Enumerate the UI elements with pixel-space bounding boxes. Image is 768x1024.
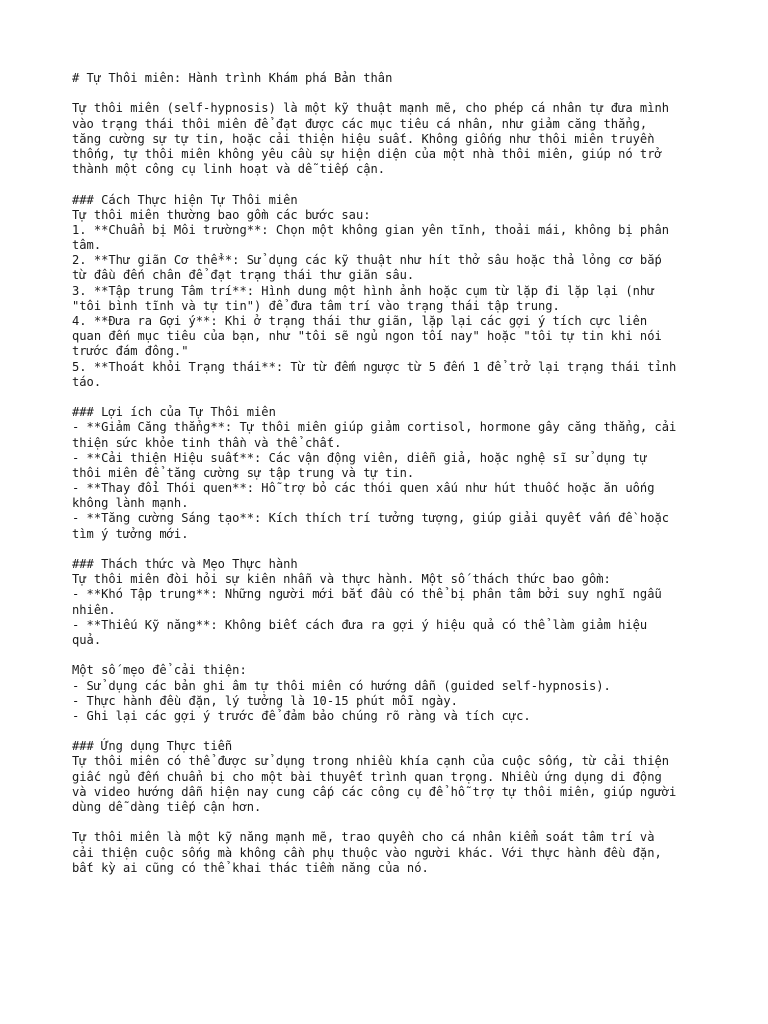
bullet-item: - Sử dụng các bản ghi âm tự thôi miên có hướng dẫn (guided self-hypnosis). <box>72 678 611 693</box>
text-line: vào trạng thái thôi miên để đạt được các mục tiêu cá nhân, như giảm căng thẳng, <box>72 116 648 131</box>
conclusion-paragraph <box>72 830 712 876</box>
text-line: cải thiện cuộc sống mà không cần phụ thuộc vào người khác. Với thực hành đều đặn, <box>72 845 662 860</box>
blank-line <box>72 542 712 557</box>
document-title: # Tự Thôi miên: Hành trình Khám phá Bản thân <box>72 71 393 85</box>
step-item: 3. **Tập trung Tâm trí**: Hình dung một hình ảnh hoặc cụm từ lặp đi lặp lại (như <box>72 283 655 298</box>
text-line: giấc ngủ đến chuẩn bị cho một bài thuyết trình quan trọng. Nhiều ứng dụng di động <box>72 769 662 784</box>
step-item: 1. **Chuẩn bị Môi trường**: Chọn một không gian yên tĩnh, thoải mái, không bị phân <box>72 222 670 237</box>
text-line: Tự thôi miên đòi hỏi sự kiên nhẫn và thực hành. Một số thách thức bao gồm: <box>72 572 611 587</box>
blank-line <box>72 648 712 663</box>
text-line: dùng dễ dàng tiếp cận hơn. <box>72 800 262 814</box>
blank-line <box>72 86 712 101</box>
document-body <box>72 71 712 876</box>
section-heading: ### Ứng dụng Thực tiễn <box>72 739 233 754</box>
section-benefits <box>72 405 712 542</box>
blank-line <box>72 815 712 830</box>
step-item: 2. **Thư giãn Cơ thể**: Sử dụng các kỹ thuật như hít thở sâu hoặc thả lỏng cơ bắp <box>72 253 662 268</box>
text-line: Tự thôi miên là một kỹ năng mạnh mẽ, trao quyền cho cá nhân kiểm soát tâm trí và <box>72 830 655 845</box>
bullet-item: - Ghi lại các gợi ý trước để đảm bảo chúng rõ ràng và tích cực. <box>72 708 531 723</box>
blank-line <box>72 390 712 405</box>
text-line: quả. <box>72 632 102 647</box>
text-line: thành một công cụ linh hoạt và dễ tiếp cận. <box>72 162 386 177</box>
text-line: không lành mạnh. <box>72 496 189 511</box>
text-line: thiện sức khỏe tinh thần và thể chất. <box>72 435 342 450</box>
section-how-to <box>72 193 712 390</box>
section-heading: ### Thách thức và Mẹo Thực hành <box>72 557 298 571</box>
bullet-item: - **Giảm Căng thẳng**: Tự thôi miên giúp giảm cortisol, hormone gây căng thẳng, cải <box>72 420 677 435</box>
text-line: Tự thôi miên có thể được sử dụng trong nhiều khía cạnh của cuộc sống, từ cải thiện <box>72 754 670 769</box>
blank-line <box>72 724 712 739</box>
section-heading: ### Lợi ích của Tự Thôi miên <box>72 405 276 420</box>
text-line: Một số mẹo để cải thiện: <box>72 663 247 678</box>
bullet-item: - **Thay đổi Thói quen**: Hỗ trợ bỏ các thói quen xấu như hút thuốc hoặc ăn uống <box>72 481 655 496</box>
text-line: táo. <box>72 374 102 389</box>
text-line: "tôi bình tĩnh và tự tin") để đưa tâm trí vào trạng thái tập trung. <box>72 298 560 313</box>
section-heading: ### Cách Thực hiện Tự Thôi miên <box>72 192 298 207</box>
text-line: tâm. <box>72 238 102 253</box>
bullet-item: - **Tăng cường Sáng tạo**: Kích thích trí tưởng tượng, giúp giải quyết vấn đề hoặc <box>72 511 670 526</box>
text-line: thống, tự thôi miên không yêu cầu sự hiện diện của một nhà thôi miên, giúp nó trở <box>72 146 662 161</box>
text-line: Tự thôi miên thường bao gồm các bước sau: <box>72 207 371 222</box>
text-line: từ đầu đến chân để đạt trạng thái thư giãn sâu. <box>72 268 415 283</box>
text-line: tìm ý tưởng mới. <box>72 526 189 541</box>
bullet-item: - Thực hành đều đặn, lý tưởng là 10-15 phút mỗi ngày. <box>72 693 458 708</box>
text-line: quan đến mục tiêu của bạn, như "tôi sẽ ngủ ngon tối nay" hoặc "tôi tự tin khi nói <box>72 329 662 344</box>
text-line: và video hướng dẫn hiện nay cung cấp các công cụ để hỗ trợ tự thôi miên, giúp người <box>72 784 677 799</box>
text-line: trước đám đông." <box>72 344 189 359</box>
bullet-item: - **Khó Tập trung**: Những người mới bắt đầu có thể bị phân tâm bởi suy nghĩ ngẫu <box>72 587 662 602</box>
bullet-item: - **Cải thiện Hiệu suất**: Các vận động viên, diễn giả, hoặc nghệ sĩ sử dụng tự <box>72 450 648 465</box>
bullet-item: - **Thiếu Kỹ năng**: Không biết cách đưa ra gợi ý hiệu quả có thể làm giảm hiệu <box>72 617 648 632</box>
step-item: 4. **Đưa ra Gợi ý**: Khi ở trạng thái thư giãn, lặp lại các gợi ý tích cực liên <box>72 314 648 328</box>
intro-paragraph <box>72 101 712 177</box>
text-line: nhiên. <box>72 602 116 617</box>
text-line: thôi miên để tăng cường sự tập trung và tự tin. <box>72 465 415 480</box>
section-challenges <box>72 557 712 648</box>
step-item: 5. **Thoát khỏi Trạng thái**: Từ từ đếm ngược từ 5 đến 1 để trở lại trạng thái tỉnh <box>72 359 677 374</box>
blank-line <box>72 177 712 192</box>
section-applications <box>72 739 712 815</box>
section-tips <box>72 663 712 724</box>
text-line: Tự thôi miên (self-hypnosis) là một kỹ thuật mạnh mẽ, cho phép cá nhân tự đưa mình <box>72 101 670 116</box>
text-line: bất kỳ ai cũng có thể khai thác tiềm năng của nó. <box>72 860 429 875</box>
text-line: tăng cường sự tự tin, hoặc cải thiện hiệu suất. Không giống như thôi miên truyền <box>72 131 655 146</box>
